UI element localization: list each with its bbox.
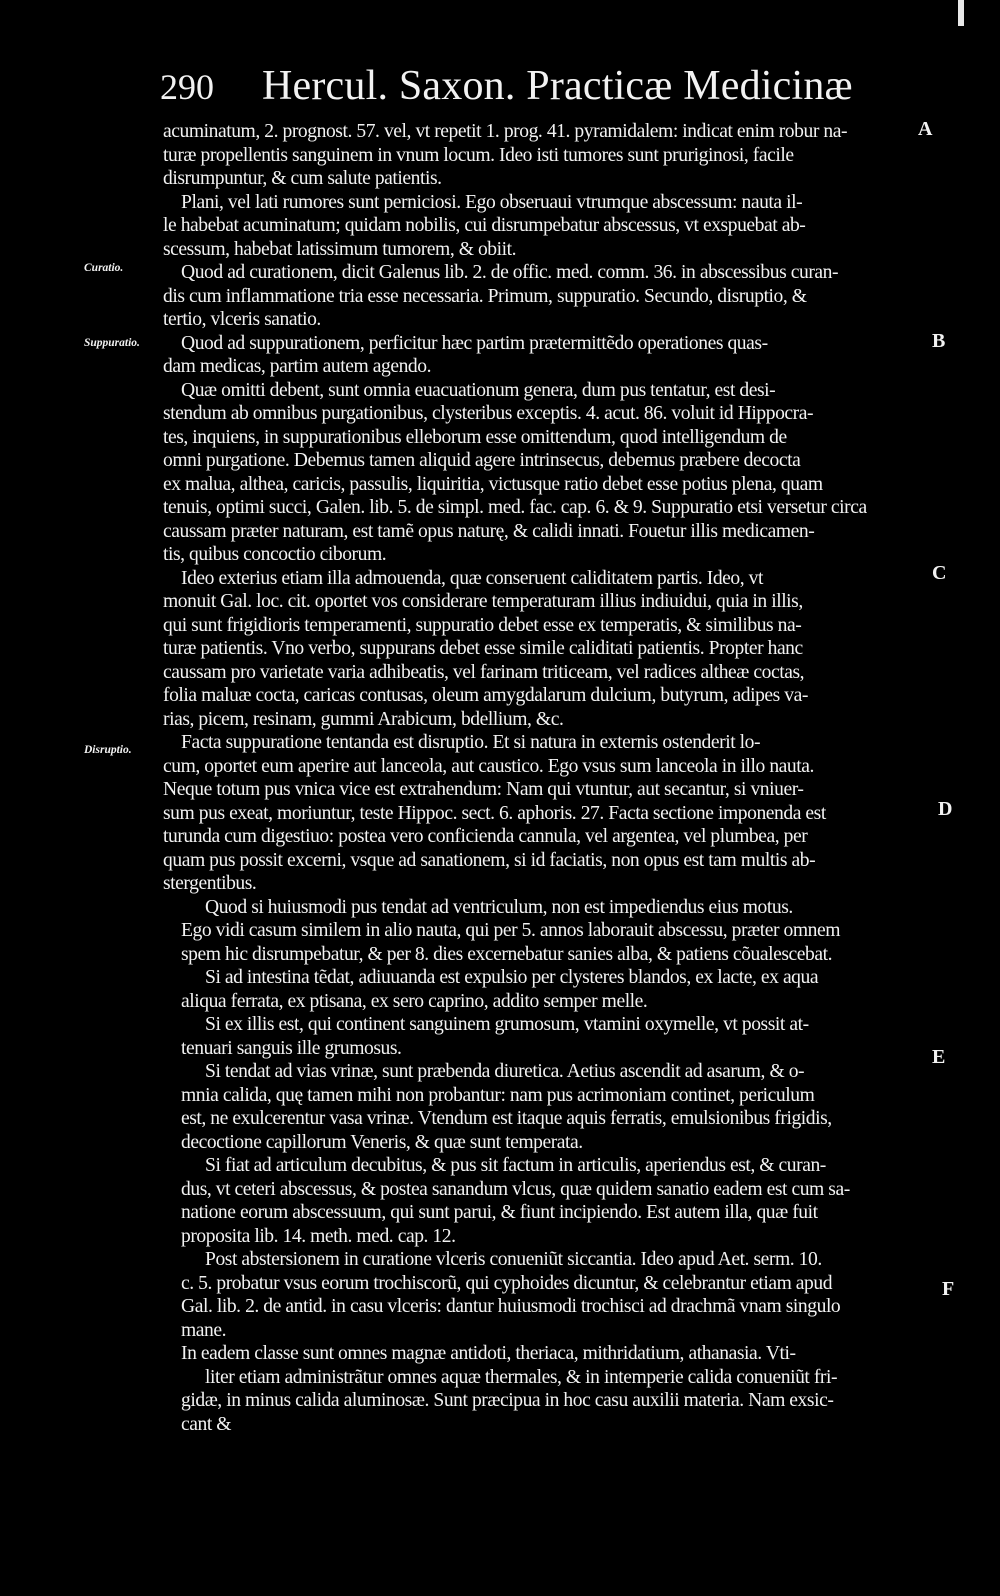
text-line: Facta suppuratione tentanda est disruptio. Et si natura in externis ostenderit lo-	[181, 732, 761, 753]
margin-letter-e: E	[932, 1046, 946, 1068]
page-number: 290	[160, 67, 214, 107]
text-line: tenuis, optimi succi, Galen. lib. 5. de simpl. med. fac. cap. 6. & 9. Suppuratio etsi versetur circa	[163, 497, 867, 518]
text-line: Quod si huiusmodi pus tendat ad ventriculum, non est impediendus eius motus.	[205, 897, 793, 918]
margin-note-disruptio: Disruptio.	[84, 744, 132, 756]
text-line: Plani, vel lati rumores sunt perniciosi. Ego obseruaui vtrumque abscessum: nauta il-	[181, 192, 803, 213]
running-header	[160, 62, 880, 116]
text-line: tertio, vlceris sanatio.	[163, 309, 321, 330]
text-line: liter etiam administrãtur omnes aquæ thermales, & in intemperie calida conueniũt fri-	[205, 1367, 838, 1388]
margin-letter-a: A	[918, 118, 933, 140]
margin-letter-d: D	[938, 798, 953, 820]
page-edge-mark	[958, 0, 964, 26]
text-line: gidæ, in minus calida aluminosæ. Sunt præcipua in hoc casu auxilii materia. Nam exsic-	[181, 1390, 834, 1411]
text-line: cum, oportet eum aperire aut lanceola, aut caustico. Ego vsus sum lanceola in illo nauta.	[163, 756, 814, 777]
text-line: Si tendat ad vias vrinæ, sunt præbenda diuretica. Aetius ascendit ad asarum, & o-	[205, 1061, 805, 1082]
text-line: Quod ad suppurationem, perficitur hæc partim prætermittẽdo operationes quas-	[181, 333, 768, 354]
text-line: acuminatum, 2. prognost. 57. vel, vt repetit 1. prog. 41. pyramidalem: indicat enim robur na-	[163, 121, 848, 142]
text-line: le habebat acuminatum; quidam nobilis, cui disrumpebatur abscessus, vt exspuebat ab-	[163, 215, 806, 236]
text-line: caussam pro varietate varia adhibeatis, vel farinam triticeam, vel radices altheæ coctas,	[163, 662, 805, 683]
text-line: folia maluæ cocta, caricas contusas, oleum amygdalarum dulcium, butyrum, adipes va-	[163, 685, 808, 706]
margin-letter-f: F	[942, 1278, 955, 1300]
text-line: turunda cum digestiuo: postea vero conficienda cannula, vel argentea, vel plumbea, per	[163, 826, 808, 847]
text-line: spem hic disrumpebatur, & per 8. dies excernebatur sanies alba, & patiens cõualescebat.	[181, 944, 833, 965]
text-line: quam pus possit excerni, vsque ad sanationem, si id faciatis, non opus est tam multis ab-	[163, 850, 816, 871]
text-line: dis cum inflammatione tria esse necessaria. Primum, suppuratio. Secundo, disruptio, &	[163, 286, 807, 307]
margin-letter-b: B	[932, 330, 946, 352]
text-line: monuit Gal. loc. cit. oportet vos considerare temperaturam illius indiuidui, quia in illis,	[163, 591, 803, 612]
text-line: scessum, habebat latissimum tumorem, & obiit.	[163, 239, 517, 260]
text-line: aliqua ferrata, ex ptisana, ex sero caprino, addito semper melle.	[181, 991, 648, 1012]
margin-letter-c: C	[932, 562, 947, 584]
text-line: rias, picem, resinam, gummi Arabicum, bdellium, &c.	[163, 709, 564, 730]
text-line: Si ad intestina tẽdat, adiuuanda est expulsio per clysteres blandos, ex lacte, ex aqua	[205, 967, 819, 988]
text-line: Quod ad curationem, dicit Galenus lib. 2. de offic. med. comm. 36. in abscessibus curan-	[181, 262, 839, 283]
margin-note-curatio: Curatio.	[84, 262, 124, 274]
text-line: Si ex illis est, qui continent sanguinem grumosum, vtamini oxymelle, vt possit at-	[205, 1014, 809, 1035]
text-line: sum pus exeat, moriuntur, teste Hippoc. sect. 6. aphoris. 27. Facta sectione imponenda est	[163, 803, 826, 824]
text-line: est, ne exulcerentur vasa vrinæ. Vtendum est itaque aquis ferratis, emulsionibus frigidis,	[181, 1108, 832, 1129]
text-line: Ego vidi casum similem in alio nauta, qui per 5. annos laborauit abscessu, præter omnem	[181, 920, 841, 941]
text-line: stendum ab omnibus purgationibus, clysteribus exceptis. 4. acut. 86. voluit id Hippocra-	[163, 403, 814, 424]
text-line: cant &	[181, 1414, 232, 1435]
text-line: Gal. lib. 2. de antid. in casu vlceris: dantur huiusmodi trochisci ad drachmã vnam singulo	[181, 1296, 841, 1317]
text-line: mnia calida, quę tamen mihi non probantur: nam pus acrimoniam continet, periculum	[181, 1085, 815, 1106]
text-line: omni purgatione. Debemus tamen aliquid agere intrinsecus, debemus præbere decocta	[163, 450, 801, 471]
text-line: ex malua, althea, caricis, passulis, liquiritia, victusque ratio debet esse potius plena, quam	[163, 474, 823, 495]
text-line: turæ propellentis sanguinem in vnum locum. Ideo isti tumores sunt pruriginosi, facile	[163, 145, 794, 166]
text-line: mane.	[181, 1320, 227, 1341]
text-line: natione eorum abscessuum, qui sunt parui, & fiunt incipiendo. Est autem illa, quæ fuit	[181, 1202, 818, 1223]
text-line: dus, vt ceteri abscessus, & postea sanandum vlcus, quæ quidem sanatio eadem est cum sa-	[181, 1179, 850, 1200]
text-line: tis, quibus concoctio ciborum.	[163, 544, 387, 565]
text-line: caussam præter naturam, est tamẽ opus naturę, & calidi innati. Fouetur illis medicamen-	[163, 521, 815, 542]
text-line: disrumpuntur, & cum salute patientis.	[163, 168, 442, 189]
text-line: Post abstersionem in curatione vlceris conueniũt siccantia. Ideo apud Aet. serm. 10.	[205, 1249, 822, 1270]
text-line: Quæ omitti debent, sunt omnia euacuationum genera, dum pus tentatur, est desi-	[181, 380, 776, 401]
text-line: Si fiat ad articulum decubitus, & pus sit factum in articulis, aperiendus est, & curan-	[205, 1155, 826, 1176]
text-line: Ideo exterius etiam illa admouenda, quæ conseruent caliditatem partis. Ideo, vt	[181, 568, 763, 589]
text-line: tes, inquiens, in suppurationibus elleborum esse omittendum, quod intelligendum de	[163, 427, 787, 448]
text-line: Neque totum pus vnica vice est extrahendum: Nam qui vtuntur, aut secantur, si vniuer-	[163, 779, 804, 800]
text-line: stergentibus.	[163, 873, 257, 894]
text-line: qui sunt frigidioris temperamenti, suppuratio debet esse ex temperatis, & similibus na-	[163, 615, 802, 636]
text-line: turæ patientis. Vno verbo, suppurans debet esse simile caliditati patientis. Propter hanc	[163, 638, 803, 659]
running-title: Hercul. Saxon. Practicæ Medicinæ	[262, 63, 853, 109]
text-line: c. 5. probatur vsus eorum trochiscorũ, qui cyphoides dicuntur, & celebrantur etiam apud	[181, 1273, 833, 1294]
text-line: decoctione capillorum Veneris, & quæ sunt temperata.	[181, 1132, 583, 1153]
text-line: tenuari sanguis ille grumosus.	[181, 1038, 402, 1059]
text-line: dam medicas, partim autem agendo.	[163, 356, 432, 377]
text-line: In eadem classe sunt omnes magnæ antidoti, theriaca, mithridatium, athanasia. Vti-	[181, 1343, 796, 1364]
margin-note-suppuratio: Suppuratio.	[84, 337, 140, 349]
text-line: proposita lib. 14. meth. med. cap. 12.	[181, 1226, 456, 1247]
